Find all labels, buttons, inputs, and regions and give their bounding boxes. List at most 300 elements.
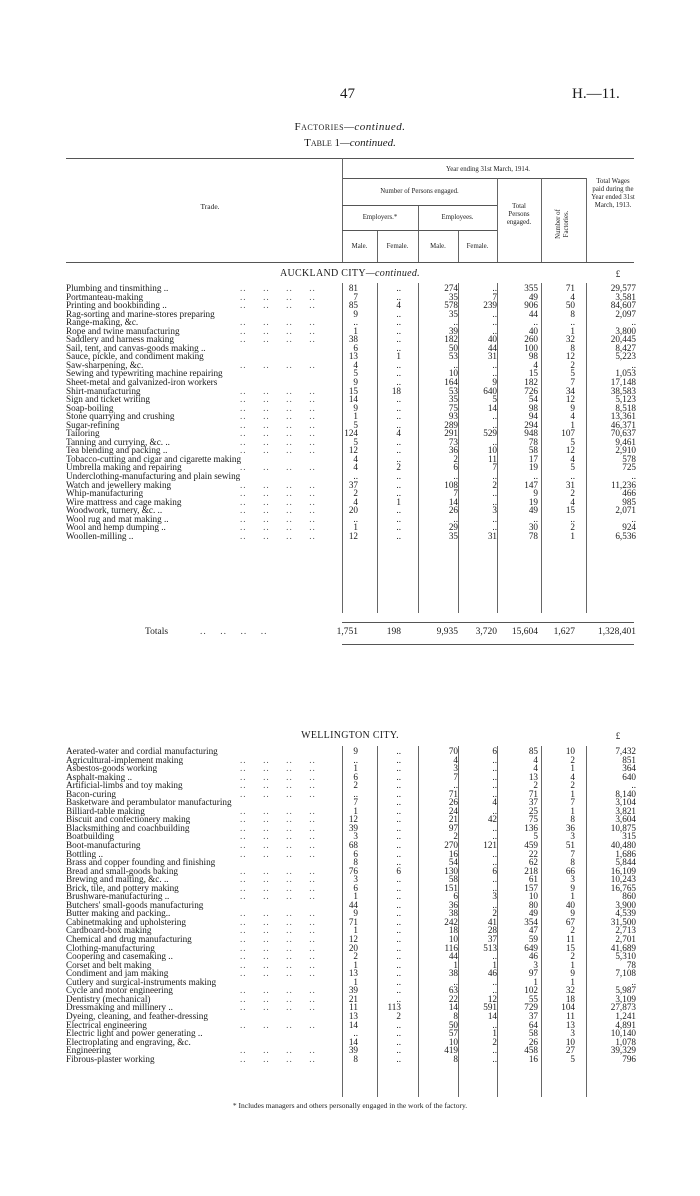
trade-name: Electrical engineering <box>66 1019 147 1030</box>
header-employee-female: Female. <box>466 243 489 250</box>
cell-total-persons: 4 <box>533 359 538 370</box>
cell-total-persons: 78 <box>528 436 538 447</box>
cell-total-persons: 182 <box>524 377 538 388</box>
cell-wages: 6,536 <box>615 530 636 541</box>
cell-employers-male: 2 <box>353 780 358 791</box>
totals-total-persons: 15,604 <box>511 627 538 637</box>
cell-employees-female: 4 <box>492 797 497 808</box>
trade-name: Asphalt-making .. <box>66 771 133 782</box>
cell-total-persons: 37 <box>528 1010 538 1021</box>
cell-employers-male: 21 <box>348 993 358 1004</box>
cell-employers-female: .. <box>396 899 401 910</box>
cell-wages: 40,480 <box>610 840 636 851</box>
cell-employers-male: 76 <box>348 865 358 876</box>
cell-wages: 3,604 <box>615 814 636 825</box>
leader-dots: .. .. .. .. <box>240 411 316 422</box>
cell-employees-female: .. <box>492 283 497 293</box>
trade-name: Bottling .. <box>66 848 104 859</box>
cell-wages: 2,071 <box>615 505 636 516</box>
cell-employers-female: .. <box>396 746 401 756</box>
caption-main: Factories <box>294 121 345 133</box>
cell-employers-male: 6 <box>353 848 358 859</box>
cell-factories: 9 <box>570 968 575 979</box>
cell-wages: 31,500 <box>610 916 636 927</box>
cell-employers-female: .. <box>396 848 401 859</box>
cell-factories: 5 <box>570 462 575 473</box>
cell-factories: 1 <box>570 891 575 902</box>
cell-factories: 2 <box>570 925 575 936</box>
cell-employers-female: .. <box>396 342 401 353</box>
cell-employees-male: 53 <box>448 385 458 396</box>
leader-dots: .. .. .. .. <box>240 488 316 499</box>
cell-employers-male: 15 <box>348 385 358 396</box>
wellington-rows <box>0 747 700 1063</box>
auckland-rows <box>0 284 700 540</box>
section-title-suffix: —continued. <box>365 268 420 279</box>
cell-employees-female: .. <box>492 805 497 816</box>
leader-dots: .. .. .. .. <box>240 848 316 859</box>
cell-employees-male: 29 <box>448 522 458 533</box>
trade-name: Tea blending and packing .. <box>66 445 168 456</box>
cell-total-persons: 13 <box>528 771 538 782</box>
cell-factories: .. <box>570 471 575 482</box>
cell-employees-male: 24 <box>448 805 458 816</box>
cell-employers-female: 2 <box>396 1010 401 1021</box>
cell-total-persons: 40 <box>528 325 538 336</box>
header-trade: Trade. <box>200 202 220 211</box>
leader-dots: .. .. .. .. <box>240 925 316 936</box>
cell-employees-male: .. <box>453 471 458 482</box>
cell-employees-female: .. <box>492 488 497 499</box>
cell-employers-male: 1 <box>353 805 358 816</box>
cell-factories: 11 <box>566 934 575 945</box>
cell-employees-female: .. <box>492 976 497 987</box>
cell-employees-female: .. <box>492 985 497 996</box>
leader-dots: .. .. .. .. <box>240 513 316 524</box>
header-employer-male: Male. <box>351 243 368 250</box>
cell-employers-female: .. <box>396 513 401 524</box>
totals-employers-male: 1,751 <box>336 627 358 637</box>
cell-employers-male: 14 <box>348 1019 358 1030</box>
rule <box>342 644 634 645</box>
cell-employers-female: .. <box>396 283 401 293</box>
cell-factories: 12 <box>565 394 575 405</box>
rule <box>342 178 586 179</box>
cell-wages: 315 <box>622 831 636 842</box>
cell-employers-male: .. <box>353 471 358 482</box>
cell-employees-female: 11 <box>488 453 497 464</box>
cell-employers-female: .. <box>396 908 401 919</box>
cell-employees-female: .. <box>492 496 497 507</box>
trade-name: Boatbuilding <box>66 831 114 842</box>
trade-name: Sauce, pickle, and condiment making <box>66 351 204 362</box>
cell-employers-male: 12 <box>348 934 358 945</box>
cell-employees-female: .. <box>492 411 497 422</box>
cell-total-persons: 71 <box>528 788 538 799</box>
cell-factories: 8 <box>570 308 575 319</box>
cell-employers-male: 37 <box>348 479 358 490</box>
trade-name: Chemical and drug manufacturing <box>66 934 192 945</box>
cell-employees-male: .. <box>453 359 458 370</box>
cell-employees-female: .. <box>492 822 497 833</box>
cell-employees-female: .. <box>492 882 497 893</box>
cell-employers-female: .. <box>396 925 401 936</box>
cell-wages: .. <box>631 317 636 328</box>
cell-employers-female: 4 <box>396 428 401 439</box>
cell-employers-male: 7 <box>353 797 358 808</box>
leader-dots: .. .. .. .. <box>240 325 316 336</box>
cell-employees-male: 50 <box>448 1019 458 1030</box>
cell-employers-male: 20 <box>348 505 358 516</box>
cell-wages: 20,445 <box>610 334 636 345</box>
cell-total-persons: 459 <box>524 840 538 851</box>
cell-wages: 3,821 <box>615 805 636 816</box>
cell-employers-male: 39 <box>348 985 358 996</box>
cell-wages: 5,987 <box>615 985 636 996</box>
trade-name: Sugar-refining <box>66 419 120 430</box>
cell-wages: 3,581 <box>615 291 636 302</box>
trade-name: Sign and ticket writing <box>66 394 150 405</box>
cell-employees-male: 2 <box>453 453 458 464</box>
cell-factories: 1 <box>570 788 575 799</box>
cell-employers-female: .. <box>396 874 401 885</box>
cell-employees-male: 35 <box>448 530 458 541</box>
cell-total-persons: 55 <box>528 993 538 1004</box>
cell-wages: 29,577 <box>610 283 636 293</box>
cell-employees-female: .. <box>492 763 497 774</box>
cell-wages: 4,891 <box>615 1019 636 1030</box>
cell-wages: 39,329 <box>610 1045 636 1056</box>
cell-employees-female: 2 <box>492 479 497 490</box>
cell-wages: 10,140 <box>610 1028 636 1039</box>
cell-employers-female: .. <box>396 882 401 893</box>
cell-employees-female: .. <box>492 308 497 319</box>
caption-main-suffix: —continued. <box>344 121 406 133</box>
page-number: 47 <box>340 86 355 102</box>
cell-factories: 2 <box>570 754 575 765</box>
cell-employees-female: 10 <box>487 445 497 456</box>
totals-wages: 1,328,401 <box>598 627 636 637</box>
trade-name: Corset and belt making <box>66 959 152 970</box>
cell-employees-male: 270 <box>444 840 458 851</box>
cell-total-persons: 15 <box>528 368 538 379</box>
caption-table-label: Table 1 <box>304 137 340 149</box>
cell-employees-male: 10 <box>448 1036 458 1047</box>
cell-employers-male: 1 <box>353 411 358 422</box>
leader-dots: .. .. .. .. <box>240 993 316 1004</box>
pound-sign: £ <box>615 731 621 741</box>
cell-employers-female: .. <box>396 763 401 774</box>
cell-employers-male: 6 <box>353 342 358 353</box>
cell-employees-male: 8 <box>453 1053 458 1064</box>
cell-employers-male: 5 <box>353 368 358 379</box>
cell-total-persons: .. <box>533 317 538 328</box>
cell-total-persons: 726 <box>524 385 538 396</box>
cell-employers-male: 8 <box>353 857 358 868</box>
cell-employers-male: 4 <box>353 462 358 473</box>
leader-dots: .. .. .. .. <box>240 916 316 927</box>
trade-name: Aerated-water and cordial manufacturing <box>66 746 218 756</box>
cell-employers-male: .. <box>353 513 358 524</box>
cell-wages: 70,637 <box>610 428 636 439</box>
cell-employers-female: .. <box>396 993 401 1004</box>
cell-employers-female: .. <box>396 857 401 868</box>
cell-total-persons: 80 <box>528 899 538 910</box>
trade-name: Plumbing and tinsmithing .. <box>66 283 169 293</box>
cell-employers-male: 12 <box>348 530 358 541</box>
cell-employers-male: 81 <box>348 283 358 293</box>
cell-total-persons: 4 <box>533 763 538 774</box>
cell-employers-male: 38 <box>348 334 358 345</box>
cell-employees-female: .. <box>492 317 497 328</box>
cell-wages: 8,518 <box>615 402 636 413</box>
cell-employers-male: 68 <box>348 840 358 851</box>
cell-factories: 9 <box>570 402 575 413</box>
cell-employers-male: 1 <box>353 959 358 970</box>
cell-employees-male: 35 <box>448 291 458 302</box>
document-code: H.—11. <box>572 86 620 102</box>
cell-wages: 5,310 <box>615 951 636 962</box>
totals-label: Totals <box>145 627 169 637</box>
cell-employees-male: 182 <box>444 334 458 345</box>
header-persons-engaged: Number of Persons engaged. <box>380 188 459 195</box>
cell-employees-female: 513 <box>483 942 497 953</box>
cell-factories: 10 <box>565 1036 575 1047</box>
cell-employers-male: .. <box>353 754 358 765</box>
rule <box>541 178 542 262</box>
trade-name: Butter making and packing.. <box>66 908 171 919</box>
cell-wages: .. <box>631 780 636 791</box>
cell-total-persons: 19 <box>528 496 538 507</box>
cell-employers-female: .. <box>396 308 401 319</box>
leader-dots: .. .. .. .. <box>240 763 316 774</box>
cell-total-persons: 355 <box>524 283 538 293</box>
leader-dots: .. .. .. .. <box>240 1019 316 1030</box>
cell-employers-male: 13 <box>348 1010 358 1021</box>
cell-factories: 4 <box>570 291 575 302</box>
cell-employers-female: .. <box>396 942 401 953</box>
cell-employers-female: .. <box>396 754 401 765</box>
leader-dots: .. .. .. .. <box>240 822 316 833</box>
rule <box>342 205 497 206</box>
cell-employees-male: 54 <box>448 857 458 868</box>
caption-table <box>0 137 700 149</box>
cell-employees-male: 44 <box>448 951 458 962</box>
cell-employers-female: .. <box>396 951 401 962</box>
caption-table-suffix: —continued. <box>339 137 396 149</box>
cell-employees-female: .. <box>492 1045 497 1056</box>
cell-employers-male: 124 <box>344 428 358 439</box>
cell-employers-male: 14 <box>348 394 358 405</box>
trade-name: Sewing and typewriting machine repairing <box>66 368 223 379</box>
cell-total-persons: 100 <box>524 342 538 353</box>
cell-employers-female: .. <box>396 1036 401 1047</box>
cell-wages: 2,910 <box>615 445 636 456</box>
cell-employers-female: .. <box>396 814 401 825</box>
leader-dots: .. .. .. .. <box>240 968 316 979</box>
cell-employees-male: 6 <box>453 891 458 902</box>
cell-employers-male: 8 <box>353 1053 358 1064</box>
cell-factories: 3 <box>570 874 575 885</box>
leader-dots: .. .. .. .. <box>240 522 316 533</box>
cell-employers-male: 12 <box>348 445 358 456</box>
cell-employees-female: .. <box>492 471 497 482</box>
cell-employers-female: .. <box>396 780 401 791</box>
cell-factories: 2 <box>570 522 575 533</box>
cell-wages: 3,900 <box>615 899 636 910</box>
trade-name: Dressmaking and millinery .. <box>66 1002 173 1013</box>
cell-employers-female: 1 <box>396 351 401 362</box>
trade-name: Cutlery and surgical-instruments making <box>66 976 217 987</box>
cell-total-persons: 19 <box>528 462 538 473</box>
cell-employees-female: 37 <box>487 934 497 945</box>
cell-employees-female: .. <box>492 874 497 885</box>
trade-name: Asbestos-goods working <box>66 763 158 774</box>
cell-employees-female: 42 <box>487 814 497 825</box>
trade-name: Umbrella making and repairing <box>66 462 182 473</box>
trade-name: Brass and copper founding and finishing <box>66 857 216 868</box>
cell-factories: 1 <box>570 530 575 541</box>
cell-factories: 9 <box>570 908 575 919</box>
cell-employers-male: 5 <box>353 419 358 430</box>
cell-wages: 7,108 <box>615 968 636 979</box>
trade-name: Boot-manufacturing <box>66 840 141 851</box>
leader-dots: .. .. .. .. <box>240 334 316 345</box>
cell-wages: 11,236 <box>611 479 636 490</box>
trade-name: Whip-manufacturing <box>66 488 144 499</box>
leader-dots: .. .. .. .. <box>240 891 316 902</box>
cell-employees-male: 53 <box>448 351 458 362</box>
cell-factories: 9 <box>570 882 575 893</box>
leader-dots: .. .. .. .. <box>240 959 316 970</box>
cell-factories: 51 <box>565 840 575 851</box>
cell-factories: 71 <box>565 283 575 293</box>
cell-employers-female: .. <box>396 831 401 842</box>
cell-wages: 1,241 <box>615 1010 636 1021</box>
cell-employees-male: 14 <box>448 1002 458 1013</box>
rule <box>497 178 498 262</box>
cell-employers-female: .. <box>396 334 401 345</box>
trade-name: Shirt-manufacturing <box>66 385 141 396</box>
cell-total-persons: 85 <box>528 746 538 756</box>
rule <box>66 262 634 263</box>
cell-total-persons: 649 <box>524 942 538 953</box>
leader-dots: .. .. .. .. <box>240 428 316 439</box>
cell-total-persons: 1 <box>533 976 538 987</box>
cell-total-persons: 147 <box>524 479 538 490</box>
footnote: * Includes managers and others personally engaged in the work of the factory. <box>232 1101 468 1110</box>
cell-total-persons: 58 <box>528 1028 538 1039</box>
cell-employees-female: 2 <box>492 908 497 919</box>
cell-employees-female: 40 <box>487 334 497 345</box>
trade-name: Range-making, &c. <box>66 317 139 328</box>
cell-factories: 2 <box>570 951 575 962</box>
totals-employers-female: 198 <box>386 627 401 637</box>
cell-employers-male: 9 <box>353 308 358 319</box>
cell-employees-female: 7 <box>492 291 497 302</box>
leader-dots: .. .. .. .. <box>240 359 316 370</box>
header-employee-male: Male. <box>430 243 446 250</box>
leader-dots: .. .. .. .. <box>240 788 316 799</box>
cell-total-persons: 37 <box>528 797 538 808</box>
cell-wages: 3,104 <box>615 797 636 808</box>
trade-name: Tobacco-cutting and cigar and cigarette making <box>66 453 242 464</box>
cell-employees-female: 41 <box>487 916 497 927</box>
cell-employers-female: .. <box>396 505 401 516</box>
cell-factories: 1 <box>570 976 575 987</box>
cell-total-persons: 4 <box>533 754 538 765</box>
cell-employees-female: .. <box>492 780 497 791</box>
cell-wages: 27,873 <box>610 1002 636 1013</box>
cell-total-persons: 25 <box>528 805 538 816</box>
leader-dots: .. .. .. .. <box>240 1045 316 1056</box>
cell-employees-male: 97 <box>448 822 458 833</box>
leader-dots: .. .. .. .. <box>240 317 316 328</box>
cell-employees-male: 1 <box>453 959 458 970</box>
cell-employees-female: .. <box>492 754 497 765</box>
trade-name: Saw-sharpening, &c. <box>66 359 144 370</box>
leader-dots: .. .. .. .. <box>240 300 316 311</box>
rule <box>342 230 497 231</box>
trade-name: Woollen-milling .. <box>66 530 134 541</box>
leader-dots: .. .. .. .. <box>240 771 316 782</box>
cell-employees-female: 44 <box>487 342 497 353</box>
cell-employees-male: 35 <box>448 308 458 319</box>
cell-employees-female: .. <box>492 788 497 799</box>
cell-wages: 17,148 <box>610 377 636 388</box>
cell-employers-male: 7 <box>353 291 358 302</box>
cell-wages: .. <box>631 359 636 370</box>
cell-employees-female: .. <box>492 857 497 868</box>
trade-name: Cycle and motor engineering <box>66 985 173 996</box>
cell-employees-male: 130 <box>444 865 458 876</box>
cell-factories: 2 <box>570 780 575 791</box>
section-title-text: AUCKLAND CITY <box>280 268 366 279</box>
cell-employees-male: 57 <box>448 1028 458 1039</box>
trade-name: Bread and small-goods baking <box>66 865 179 876</box>
cell-total-persons: 54 <box>528 394 538 405</box>
cell-wages: 1,078 <box>615 1036 636 1047</box>
cell-factories: 5 <box>570 368 575 379</box>
cell-total-persons: .. <box>533 471 538 482</box>
cell-employers-male: 9 <box>353 377 358 388</box>
cell-total-persons: 102 <box>524 985 538 996</box>
cell-wages: 8,427 <box>615 342 636 353</box>
cell-wages: 860 <box>622 891 636 902</box>
cell-total-persons: 49 <box>528 505 538 516</box>
totals-employees-female: 3,720 <box>475 627 497 637</box>
trade-name: Artificial-limbs and toy making <box>66 780 183 791</box>
cell-factories: 7 <box>570 848 575 859</box>
leader-dots: .. .. .. .. <box>240 291 316 302</box>
cell-factories: 4 <box>570 453 575 464</box>
cell-factories: 32 <box>565 334 575 345</box>
cell-employers-female: .. <box>396 1045 401 1056</box>
cell-employers-male: 39 <box>348 1045 358 1056</box>
trade-name: Brushware-manufacturing .. <box>66 891 170 902</box>
cell-employees-female: 239 <box>483 300 497 311</box>
cell-factories: 5 <box>570 436 575 447</box>
cell-employers-female: .. <box>396 976 401 987</box>
cell-employers-male: 1 <box>353 925 358 936</box>
cell-wages: 985 <box>622 496 636 507</box>
table-row <box>0 1055 700 1064</box>
cell-total-persons: 948 <box>524 428 538 439</box>
trade-name: Fibrous-plaster working <box>66 1053 155 1064</box>
cell-employees-male: 3 <box>453 763 458 774</box>
trade-name: Tanning and currying, &c. .. <box>66 436 170 447</box>
cell-employees-male: .. <box>453 317 458 328</box>
